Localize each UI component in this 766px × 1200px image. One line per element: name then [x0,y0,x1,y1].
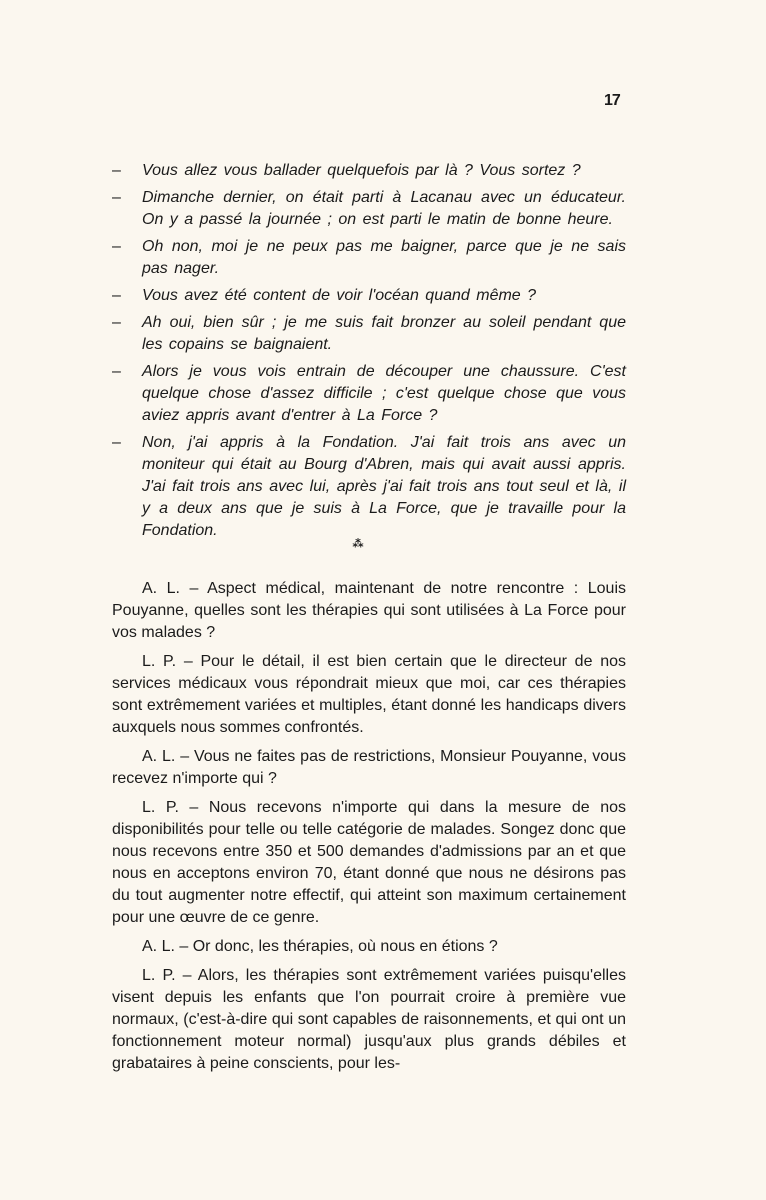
dialogue-dash: – [112,314,121,331]
dialogue-line [112,285,626,307]
interview-paragraph: A. L. – Aspect médical, maintenant de notre rencontre : Louis Pouyanne, quelles sont les thérapies qui sont utilisées à La Force pour vos malades ? [112,580,626,641]
dialogue-block [112,160,626,550]
interview-block [112,578,626,1082]
interview-paragraph: L. P. – Nous recevons n'importe qui dans la mesure de nos disponibilités pour telle ou telle catégorie de malades. Songez donc que nous recevons entre 350 et 500 demandes d'admissions par an et que nous en acceptons environ 70, étant donné que nous ne désirons pas du tout augmenter notre effectif, qui atteint son maximum certainement pour une œuvre de ce genre. [112,799,626,926]
dialogue-dash: – [112,162,121,179]
dialogue-line [112,312,626,356]
asterism-separator: ⁂ [352,538,364,550]
interview-paragraph: L. P. – Pour le détail, il est bien certain que le directeur de nos services médicaux vous répondrait mieux que moi, car ces thérapies sont extrêmement variées et multiples, étant donné les handicaps divers auxquels nous sommes confrontés. [112,653,626,736]
dialogue-dash: – [112,434,121,451]
interview-paragraph: A. L. – Or donc, les thérapies, où nous en étions ? [142,938,498,955]
dialogue-text: Oh non, moi je ne peux pas me baigner, parce que je ne sais pas nager. [142,238,626,277]
interview-paragraph: A. L. – Vous ne faites pas de restrictions, Monsieur Pouyanne, vous recevez n'importe qui ? [112,748,626,787]
interview-paragraph: L. P. – Alors, les thérapies sont extrêmement variées puisqu'elles visent depuis les enfants que l'on pourrait croire à première vue normaux, (c'est-à-dire qui sont capables de raisonnements, et qui ont un fonctionnement moteur normal) jusqu'aux plus grands débiles et grabataires à peine conscients, pour les- [112,967,626,1072]
dialogue-dash: – [112,238,121,255]
dialogue-text: Alors je vous vois entrain de découper une chaussure. C'est quelque chose d'assez difficile ; c'est quelque chose que vous aviez appris avant d'entrer à La Force ? [142,363,626,424]
dialogue-text: Vous allez vous ballader quelquefois par là ? Vous sortez ? [142,162,581,179]
dialogue-text: Vous avez été content de voir l'océan quand même ? [142,287,537,304]
dialogue-line [112,236,626,280]
dialogue-text: Non, j'ai appris à la Fondation. J'ai fait trois ans avec un moniteur qui était au Bourg d'Abren, mais qui avait aussi appris. J'ai fait trois ans avec lui, après j'ai fait trois ans tout seul et là, il y a deux ans que je suis à La Force, que je travaille pour la Fondation. [142,434,626,539]
dialogue-line [112,187,626,231]
dialogue-line [112,361,626,427]
dialogue-text: Dimanche dernier, on était parti à Lacanau avec un éducateur. On y a passé la journée ; on est parti le matin de bonne heure. [142,189,626,228]
dialogue-dash: – [112,189,121,206]
dialogue-dash: – [112,287,121,304]
dialogue-dash: – [112,363,121,380]
dialogue-line [112,160,626,182]
dialogue-line [112,432,626,542]
dialogue-text: Ah oui, bien sûr ; je me suis fait bronzer au soleil pendant que les copains se baignaient. [142,314,626,353]
page-number: 17 [604,92,620,109]
